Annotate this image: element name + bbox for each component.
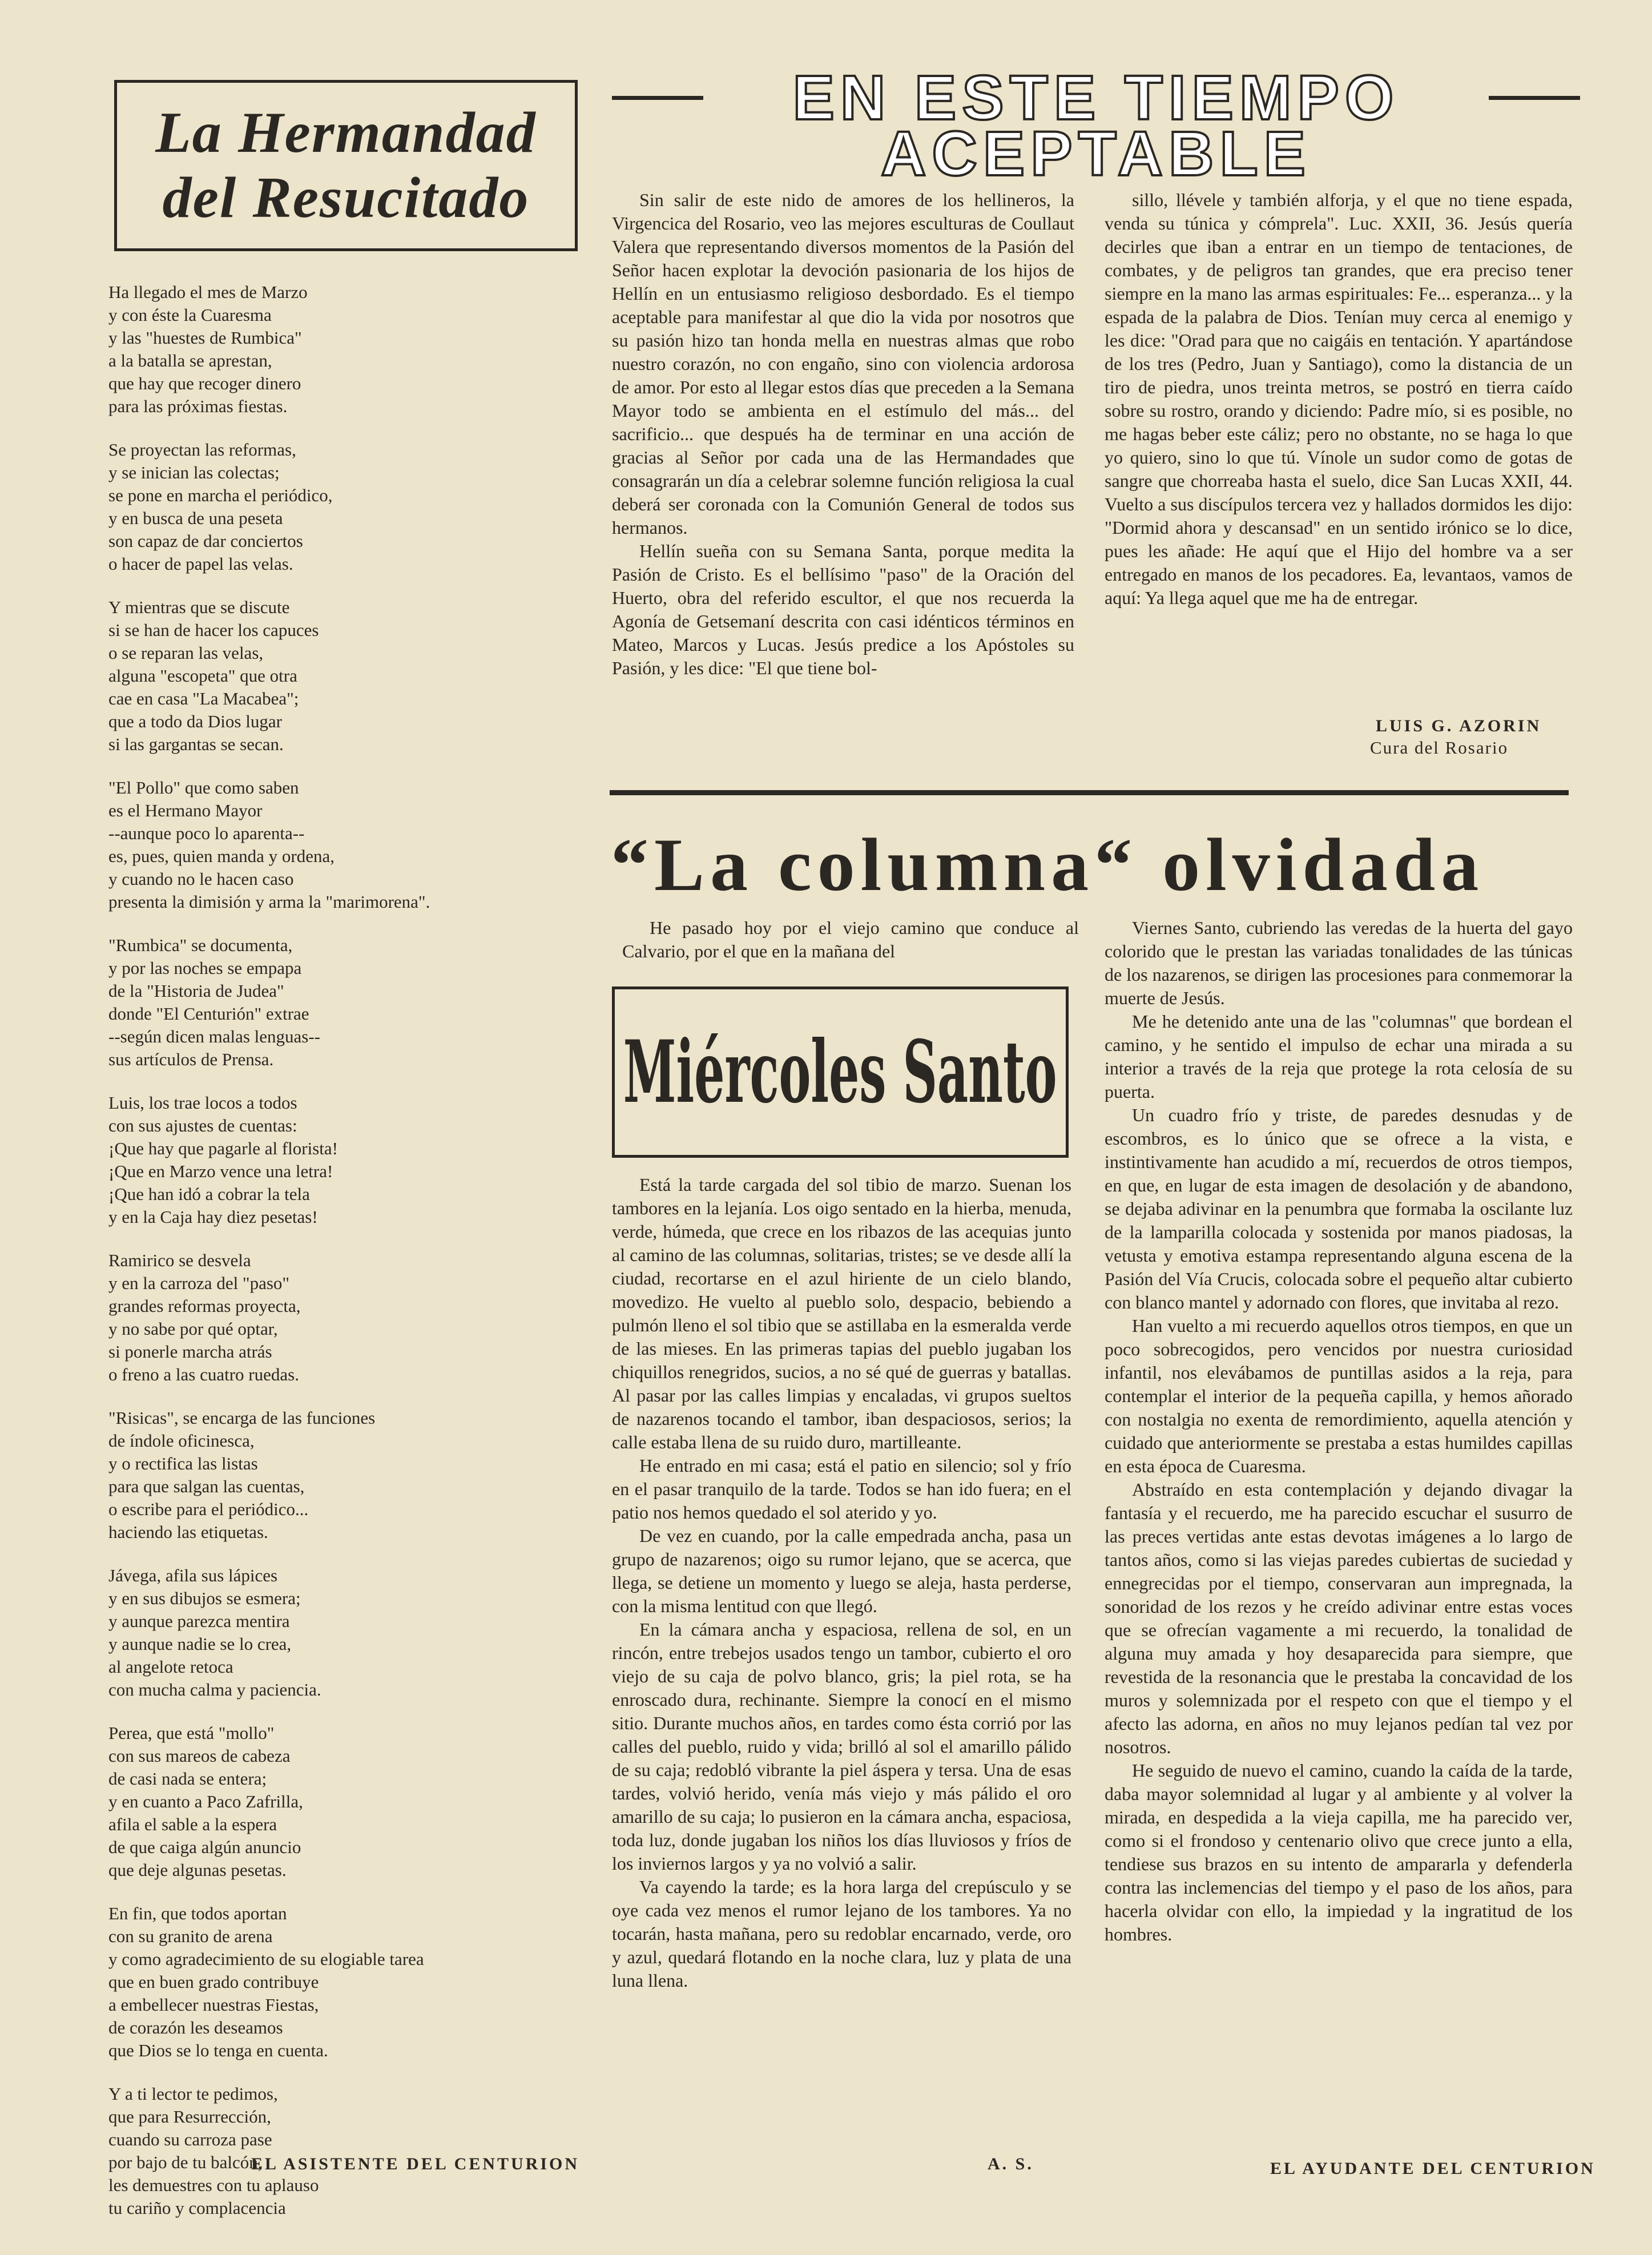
tiempo-dash-right	[1489, 96, 1580, 100]
poem-stanza: "El Pollo" que como saben es el Hermano Mayor --aunque poco lo aparenta-- es, pues, quien manda y ordena, y cuando no le hacen caso presenta la dimisión y arma la "marimorena".	[108, 778, 430, 912]
hermandad-poem	[108, 281, 599, 2240]
poem-stanza: Ha llegado el mes de Marzo y con éste la Cuaresma y las "huestes de Rumbica" a la batalla se aprestan, que hay que recoger dinero para las próximas fiestas.	[108, 282, 308, 416]
poem-stanza: Ramirico se desvela y en la carroza del "paso" grandes reformas proyecta, y no sabe por qué optar, si ponerle marcha atrás o freno a las cuatro ruedas.	[108, 1250, 301, 1384]
poem-stanza: Jávega, afila sus lápices y en sus dibujos se esmera; y aunque parezca mentira y aunque nadie se lo crea, al angelote retoca con mucha calma y paciencia.	[108, 1565, 321, 1700]
miercoles-paragraph: Va cayendo la tarde; es la hora larga del crepúsculo y se oye cada vez menos el rumor lejano de los tambores. Ya no tocarán, hasta mañana, pero su redoblar encarnado, verde, oro y azul, quedará flotando en la noche clara, luz y plata de una luna llena.	[612, 1877, 1071, 1991]
tiempo-signature-name: LUIS G. AZORIN	[1376, 716, 1542, 735]
columna-title: “La columna“ olvidada	[611, 823, 1485, 907]
poem-stanza: Y mientras que se discute si se han de hacer los capuces o se reparan las velas, alguna "escopeta" que otra cae en casa "La Macabea"; que a todo da Dios lugar si las gargantas se secan.	[108, 597, 319, 754]
poem-stanza: "Risicas", se encarga de las funciones de índole oficinesca, y o rectifica las listas para que salgan las cuentas, o escribe para el periódico... haciendo las etiquetas.	[108, 1408, 376, 1542]
tiempo-dash-left	[612, 96, 703, 100]
poem-stanza: Perea, que está "mollo" con sus mareos de cabeza de casi nada se entera; y en cuanto a Paco Zafrilla, afila el sable a la espera de que caiga algún anuncio que deje algunas pesetas.	[108, 1723, 303, 1880]
poem-stanza: "Rumbica" se documenta, y por las noches se empapa de la "Historia de Judea" donde "El Centurión" extrae --según dicen malas lenguas-- sus artículos de Prensa.	[108, 935, 321, 1069]
miercoles-title: Miércoles Santo	[623, 1022, 1057, 1122]
columna-paragraph: Abstraído en esta contemplación y dejando divagar la fantasía y el recuerdo, me ha parecido escuchar el susurro de las preces vertidas ante estas devotas imágenes a lo largo de tantos años, como si las viejas paredes cubiertas de suciedad y ennegrecidas por el tiempo, conservaran aun impregnada, la sonoridad de los rezos y he creído adivinar entre estas voces que se ofrecían vagamente a mi recuerdo, la tonalidad de alguna muy amada y hoy desaparecida para siempre, que revestida de la resonancia que le prestaba la concavidad de los muros y solemnizada por el respeto con que el tiempo y el afecto las adorna, en años no muy lejanos pedían tal vez por nosotros.	[1105, 1479, 1573, 1757]
tiempo-signature-title: Cura del Rosario	[1370, 738, 1509, 758]
columna-paragraph: Han vuelto a mi recuerdo aquellos otros tiempos, en que un poco sobrecogidos, pero vencidos por nuestra curiosidad infantil, nos elevábamos de puntillas asidos a la reja, para contemplar el interior de la pequeña capilla, y hemos añorado con nostalgia no exenta de remordimiento, aquella atención y cuidado que anteriormente se prestaba a estas humildes capillas en esta época de Cuaresma.	[1105, 1315, 1573, 1476]
poem-stanza: Se proyectan las reformas, y se inician las colectas; se pone en marcha el periódico, y en busca de una peseta son capaz de dar conciertos o hacer de papel las velas.	[108, 440, 333, 574]
poem-stanza: Y a ti lector te pedimos, que para Resurrección, cuando su carroza pase por bajo de tu balcón, les demuestres con tu aplauso tu cariño y complacencia	[108, 2084, 319, 2218]
hermandad-title-box	[114, 80, 578, 251]
tiempo-column-1	[612, 188, 1074, 680]
tiempo-paragraph: Hellín sueña con su Semana Santa, porque medita la Pasión de Cristo. Es el bellísimo "paso" de la Oración del Huerto, obra del referido escultor, el que nos recuerda la Agonía de Getsemaní descrita con casi idénticos términos en Mateo, Marcos y Lucas. Jesús predice a los Apóstoles su Pasión, y les dice: "El que tiene bol-	[612, 541, 1074, 678]
hermandad-signature: EL ASISTENTE DEL CENTURION	[251, 2155, 580, 2173]
miercoles-paragraph: He entrado en mi casa; está el patio en silencio; sol y frío en el pasar tranquilo de la tarde. Todos se han ido fuera; en el patio nos hemos quedado el sol aterido y yo.	[612, 1455, 1071, 1523]
hermandad-title-line2: del Resucitado	[162, 166, 530, 230]
tiempo-column-2	[1105, 188, 1573, 610]
miercoles-title-box	[612, 986, 1069, 1158]
columna-paragraph: Viernes Santo, cubriendo las veredas de la huerta del gayo colorido que le prestan las variadas tonalidades de las túnicas de los nazarenos, se dirigen las procesiones para conmemorar la muerte de Jesús.	[1105, 917, 1573, 1008]
tiempo-title-line1: EN ESTE TIEMPO	[792, 63, 1400, 133]
poem-stanza: En fin, que todos aportan con su granito de arena y como agradecimiento de su elogiable tarea que en buen grado contribuye a embellecer nuestras Fiestas, de corazón les deseamos que Dios se lo tenga en cuenta.	[108, 1903, 424, 2060]
columna-paragraph: Un cuadro frío y triste, de paredes desnudas y de escombros, es lo único que se ofrece a la vista, e instintivamente han acudido a mí, recuerdos de otros tiempos, en que, en lugar de esta imagen de desolación y de abandono, se dejaba adivinar en la penumbra que formaba la oscilante luz de la lamparilla colocada y sostenida por manos piadosas, la vetusta y emotiva estampa representando alguna escena de la Pasión del Vía Crucis, colocada sobre el pequeño altar cubierto con blanco mantel y adornado con flores, que invitaba al rezo.	[1105, 1105, 1573, 1312]
tiempo-paragraph: sillo, llévele y también alforja, y el que no tiene espada, venda su túnica y cómprela". Luc. XXII, 36. Jesús quería decirles que iban a entrar en un tiempo de tentaciones, de combates, y de peligros tan grandes, que era preciso tener siempre en la mano las armas espirituales: Fe... esperanza... y la espada de la palabra de Dios. Tenían muy cerca al enemigo y les dice: "Orad para que no caigáis en tentación. Y apartándose de los tres (Pedro, Juan y Santiago), como la distancia de un tiro de piedra, unos treinta metros, se postró en tierra caído sobre su rostro, orando y diciendo: Padre mío, si es posible, no me hagas beber este cáliz; pero no obstante, no se haga lo que yo quiero, sino lo que tú. Vínole un sudor como de gotas de sangre que chorreaba hasta el suelo, dice San Lucas XXII, 44. Vuelto a sus discípulos tercera vez y hallados dormidos les dijo: "Dormid ahora y descansad" en un sentido irónico se lo dice, pues les añade: He aquí que el Hijo del hombre va a ser entregado en manos de los pecadores. Ea, levantaos, vamos de aquí: Ya llega aquel que me ha de entregar.	[1105, 190, 1573, 608]
miercoles-paragraph: De vez en cuando, por la calle empedrada ancha, pasa un grupo de nazarenos; oigo su rumor lejano, que se acerca, que llega, se detiene un momento y luego se aleja, hasta perderse, con la misma lentitud con que llegó.	[612, 1525, 1071, 1616]
hermandad-title-line1: La Hermandad	[155, 100, 537, 165]
section-divider	[610, 790, 1569, 795]
columna-paragraph: He seguido de nuevo el camino, cuando la caída de la tarde, daba mayor solemnidad al lugar y al ambiente y al volver la mirada, en despedida a la vieja capilla, me ha parecido ver, como si el frondoso y centenario olivo que crece junto a ella, tendiese sus brazos en su intento de ampararla y defenderla contra las inclemencias del tiempo y el paso de los años, para hacerla olvidar con ello, la impiedad y la ingratitud de los hombres.	[1105, 1760, 1573, 1944]
miercoles-paragraph: En la cámara ancha y espaciosa, rellena de sol, en un rincón, entre trebejos usados tengo un tambor, cubierto el oro viejo de su caja de polvo blanco, gris; la piel rota, se ha enroscado dura, rechinante. Siempre la conocí en el mismo sitio. Durante muchos años, en tardes como ésta corrió por las calles del pueblo, ruido y vida; brilló al sol el amarillo pálido de su caja; redobló vibrante la piel áspera y tersa. Una de esas tardes, volvió herido, venía más viejo y más pálido el oro amarillo de su caja; lo pusieron en la cámara ancha, espaciosa, toda luz, donde jugaban los niños los días lluviosos y fríos de los inviernos largos y ya no volvió a salir.	[612, 1619, 1071, 1874]
poem-stanza: Luis, los trae locos a todos con sus ajustes de cuentas: ¡Que hay que pagarle al florista! ¡Que en Marzo vence una letra! ¡Que han idó a cobrar la tela y en la Caja hay diez pesetas!	[108, 1093, 338, 1227]
columna-intro: He pasado hoy por el viejo camino que conduce al Calvario, por el que en la mañana del	[622, 917, 1079, 961]
miercoles-paragraph: Está la tarde cargada del sol tibio de marzo. Suenan los tambores en la lejanía. Los oigo sentado en la hierba, menuda, verde, húmeda, que crece en los ribazos de las acequias junto al camino de las columnas, solitarias, tristes; se ve desde allí la ciudad, recortarse en el azul hiriente de un cielo blando, movedizo. He vuelto al pueblo solo, despacio, bebiendo a pulmón lleno el sol tibio que se astillaba en la esmeralda verde de las mieses. En las primeras tapias del pueblo jugaban los chiquillos renegridos, sucios, a no sé qué de guerras y batallas. Al pasar por las calles limpias y encaladas, vi grupos sueltos de nazarenos tocando el tambor, iban despaciosos, serios; la calle estaba llena de su ruido duro, martilleante.	[612, 1174, 1071, 1452]
tiempo-title-line2: ACEPTABLE	[880, 119, 1312, 189]
tiempo-paragraph: Sin salir de este nido de amores de los hellineros, la Virgencica del Rosario, veo las mejores esculturas de Coullaut Valera que representando diversos momentos de la Pasión del Señor hacen explotar la devoción pasionaria de los hijos de Hellín en un entusiasmo religioso desbordado. Es el tiempo aceptable para manifestar al que dio la vida por nosotros que su pasión hizo tan honda mella en nuestras almas que robo nuestro corazón, no con engaño, sino con violencia ardorosa de amor. Por esto al llegar estos días que preceden a la Semana Mayor todo se ambienta en el estímulo del más... del sacrificio... que después ha de terminar en una acción de gracias al Señor por cada una de las Hermandades que consagrarán un día a celebrar solemne función religiosa la cual deberá ser coronada con la Comunión General de todos sus hermanos.	[612, 190, 1074, 538]
miercoles-body	[612, 1173, 1071, 1992]
columna-paragraph: Me he detenido ante una de las "columnas" que bordean el camino, y he sentido el impulso de echar una mirada a su interior a través de la reja que protege la rota celosía de su puerta.	[1105, 1011, 1573, 1102]
miercoles-signature: A. S.	[988, 2155, 1034, 2173]
columna-column-2	[1105, 916, 1573, 1946]
columna-signature: EL AYUDANTE DEL CENTURION	[1270, 2159, 1595, 2178]
